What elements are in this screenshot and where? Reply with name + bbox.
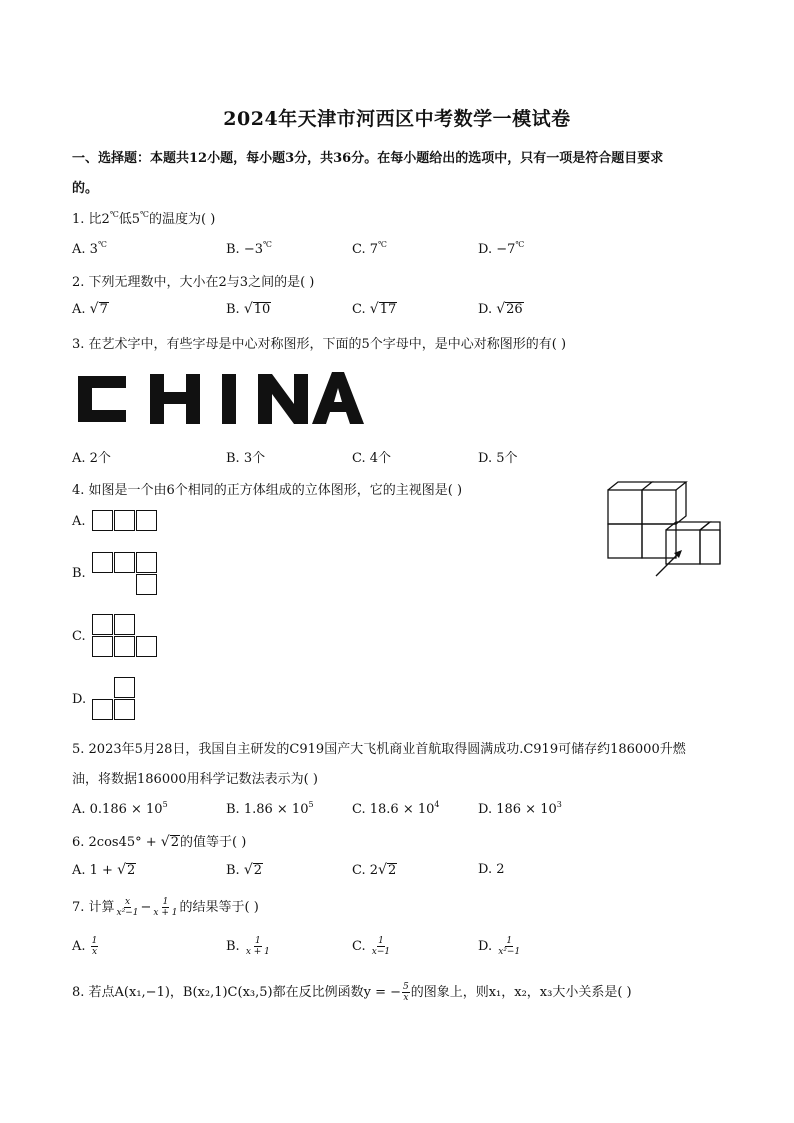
q1-stem: 1. 比2℃低5℃的温度为( ) <box>72 210 216 227</box>
china-art-letters <box>74 368 364 428</box>
q6-stem: 6. 2cos45° + √2的值等于( ) <box>72 834 247 850</box>
q3-stem: 3. 在艺术字中，有些字母是中心对称图形，下面的5个字母中，是中心对称图形的有( ) <box>72 337 567 352</box>
q7-option-c[interactable]: C. $\frac{1}{x-1}$ <box>352 936 391 957</box>
section-heading-cont: 的。 <box>72 181 99 196</box>
q1-options <box>72 240 632 260</box>
q3-option-d[interactable]: D. 5个 <box>478 451 518 466</box>
q5-options <box>72 800 632 820</box>
q1-option-b[interactable]: B. −3℃ <box>226 240 272 257</box>
art-letter-n <box>258 374 308 424</box>
art-letter-i <box>222 374 236 424</box>
q5-option-b[interactable]: B. $1.86 \times 10^5$ <box>226 800 314 817</box>
q8-stem: 8. 若点A(x₁,−1)，B(x₂,1)C(x₃,5)都在反比例函数y = − $\frac{5}{x}$ 的图象上，则x₁，x₂，x₃大小关系是( ) <box>72 982 632 1003</box>
q7-option-a[interactable]: A. $\frac{1}{x}$ <box>72 936 98 957</box>
q5-option-d[interactable]: D. $186 \times 10^3$ <box>478 800 562 817</box>
q1-option-a[interactable]: A. 3℃ <box>72 240 107 257</box>
q6-option-c[interactable]: C. 2√2 <box>352 862 397 878</box>
section-heading: 一、选择题：本题共12小题，每小题3分，共36分。在每小题给出的选项中，只有一项是符合题目要求 <box>72 151 664 166</box>
art-letter-c <box>78 376 126 422</box>
q5-option-c[interactable]: C. $18.6 \times 10^4$ <box>352 800 440 817</box>
q2-stem: 2. 下列无理数中，大小在2与3之间的是( ) <box>72 275 315 290</box>
q4-option-b-label[interactable]: B. <box>72 566 86 581</box>
q5-stem-line2: 油，将数据186000用科学记数法表示为( ) <box>72 772 318 787</box>
q3-option-b[interactable]: B. 3个 <box>226 451 266 466</box>
q7-options <box>72 936 632 964</box>
q7-option-d[interactable]: D. $\frac{1}{\text{x²−1}}$ <box>478 936 521 957</box>
q4-option-a-label[interactable]: A. <box>72 514 86 529</box>
art-letter-h <box>150 374 200 424</box>
art-letter-a <box>312 372 364 424</box>
q1-option-c[interactable]: C. 7℃ <box>352 240 387 257</box>
q2-option-d[interactable]: D. √26 <box>478 301 523 317</box>
q5-stem-line1: 5. 2023年5月28日，我国自主研发的C919国产大飞机商业首航取得圆满成功.C919可储存约186000升燃 <box>72 742 686 757</box>
q2-option-b[interactable]: B. √10 <box>226 301 271 317</box>
q2-option-a[interactable]: A. √7 <box>72 301 108 317</box>
page-title: 2024年天津市河西区中考数学一模试卷 <box>223 108 571 130</box>
q6-option-a[interactable]: A. 1 + √2 <box>72 862 136 878</box>
q4-stem: 4. 如图是一个由6个相同的正方体组成的立体图形，它的主视图是( ) <box>72 483 463 498</box>
q6-option-b[interactable]: B. √2 <box>226 862 263 878</box>
q4-option-c-label[interactable]: C. <box>72 629 86 644</box>
q3-option-a[interactable]: A. 2个 <box>72 451 111 466</box>
q7-option-b[interactable]: B. $\frac{1}{x + 1}$ <box>226 936 270 957</box>
q7-stem: 7. 计算 $\frac{x}{\text{x²−1}}$ − $\frac{1}{x + 1}$ 的结果等于( ) <box>72 897 259 918</box>
q3-option-c[interactable]: C. 4个 <box>352 451 392 466</box>
q3-options <box>72 447 632 467</box>
q4-solid-figure <box>604 478 726 580</box>
q5-option-a[interactable]: A. $0.186 \times 10^5$ <box>72 800 168 817</box>
q2-option-c[interactable]: C. √17 <box>352 301 397 317</box>
q4-option-d-label[interactable]: D. <box>72 692 87 707</box>
q6-option-d[interactable]: D. 2 <box>478 862 505 877</box>
q1-option-d[interactable]: D. −7℃ <box>478 240 525 257</box>
q6-options <box>72 862 632 882</box>
q2-options <box>72 301 632 321</box>
